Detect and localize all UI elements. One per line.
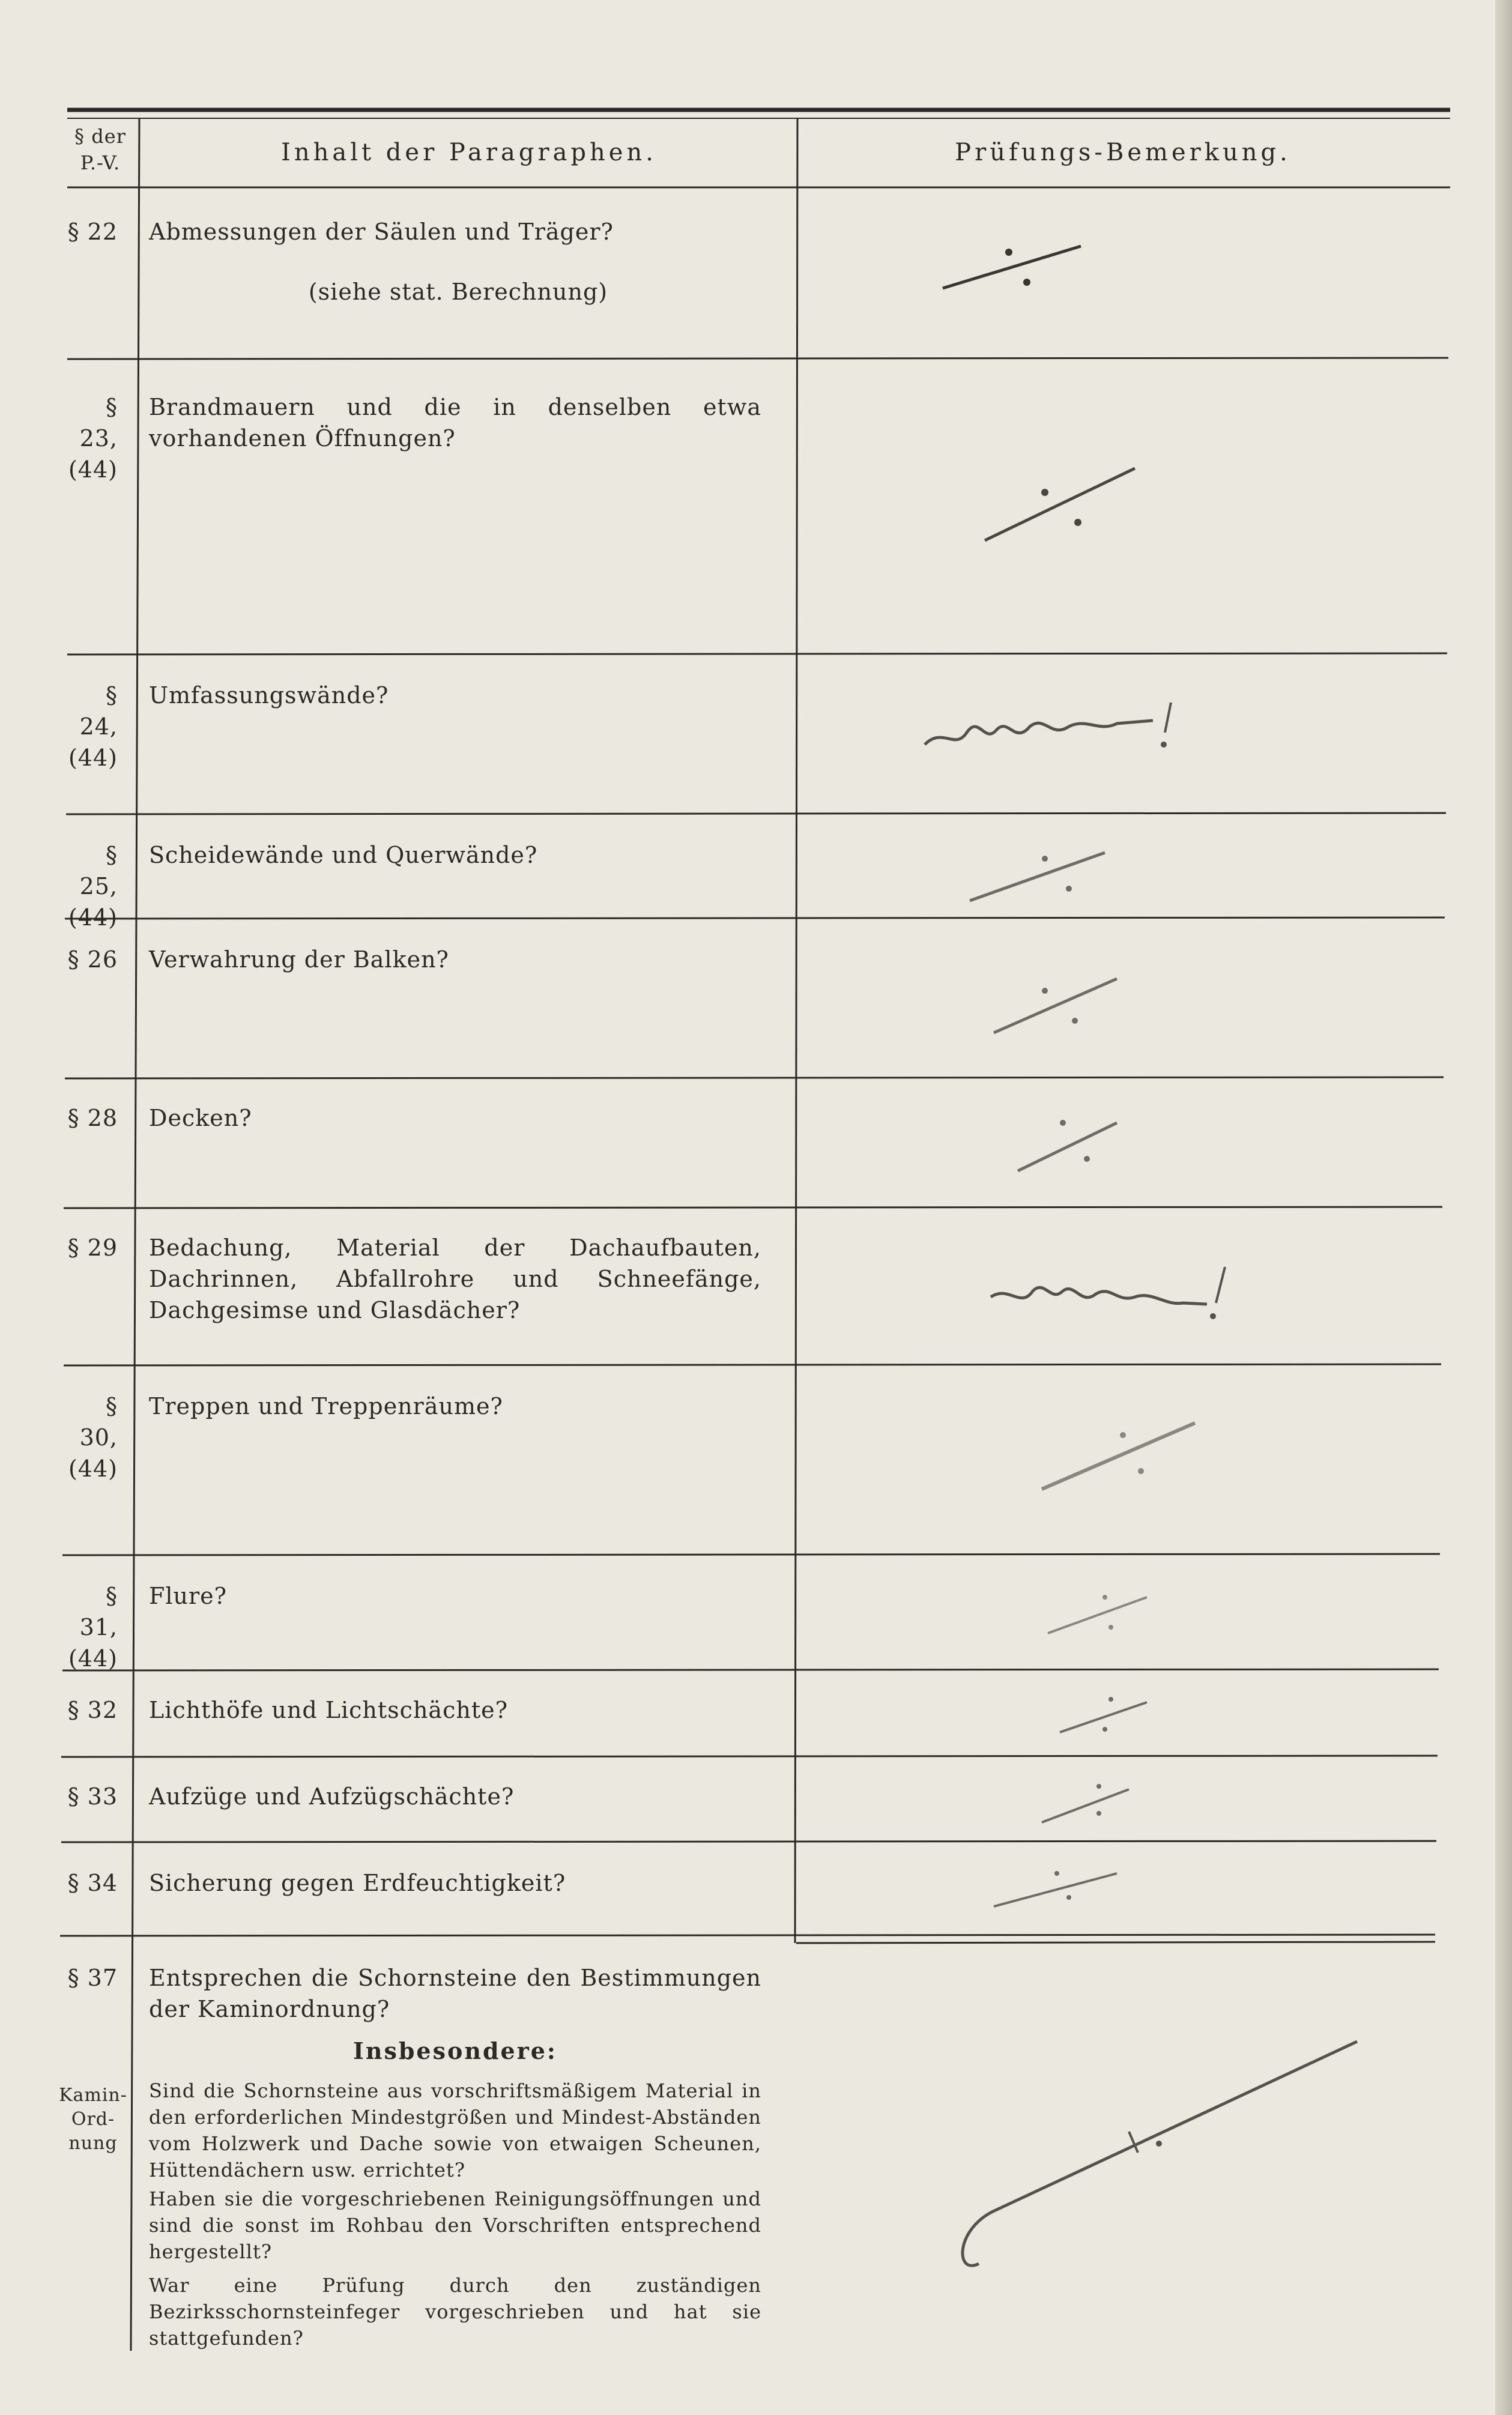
row-32-text: Lichthöfe und Lichtschächte? [149,1697,508,1723]
row-32-paragraph: § 32 [67,1697,118,1723]
remark-22-mark [931,228,1111,312]
row-29-text: Bedachung, Material der Dachaufbauten, Dachrinnen, Abfallrohre und Schneefänge, Dachgesimse und Glasdächer? [149,1235,761,1323]
remark-28-mark [1009,1111,1129,1183]
row-26-text: Verwahrung der Balken? [149,946,449,973]
row-37-heading: Insbesondere: [353,2037,557,2064]
remark-37-mark [943,2030,1375,2282]
row-28-text: Decken? [149,1105,252,1131]
remark-24-mark [919,691,1183,757]
row-23-paragraph: § 23, (44) [68,394,118,483]
page-edge [1495,0,1512,2415]
remark-32-mark [1051,1687,1159,1747]
row-37-question-2: Haben sie die vorgeschriebenen Reinigungsöffnungen und sind die sonst im Rohbau den Vorschriften entsprechend hergestellt? [149,2187,761,2263]
row-34-text: Sicherung gegen Erdfeuchtigkeit? [149,1870,566,1896]
row-37-paragraph: § 37 [67,1965,118,1991]
row-24-text: Umfassungswände? [149,682,389,709]
remark-34-mark [985,1861,1129,1915]
remark-26-mark [985,967,1129,1045]
row-22-subtext: (siehe stat. Berechnung) [308,279,608,305]
row-22-text: Abmessungen der Säulen und Träger? [149,219,614,245]
header-remark-column: Prüfungs-Bemerkung. [955,139,1291,166]
remark-31-mark [1039,1585,1159,1645]
row-26-paragraph: § 26 [67,946,118,973]
row-25-text: Scheidewände und Querwände? [149,842,538,868]
row-37-question-3: War eine Prüfung durch den zuständigen Bezirksschornsteinfeger vorgeschrieben und hat sie stattgefunden? [149,2274,761,2350]
remark-23-mark [973,456,1153,552]
row-28-paragraph: § 28 [67,1105,118,1131]
row-24-paragraph: § 24, (44) [68,682,118,771]
row-23-text: Brandmauern und die in denselben etwa vorhandenen Öffnungen? [149,394,761,452]
row-22-paragraph: § 22 [67,219,118,245]
header-content-column: Inhalt der Paragraphen. [281,139,657,166]
row-30-paragraph: § 30, (44) [68,1393,118,1482]
row-31-paragraph: § 31, (44) [68,1583,118,1672]
row-25-paragraph: § 25, (44) [68,842,118,931]
row-34-paragraph: § 34 [67,1870,118,1896]
row-29-paragraph: § 29 [67,1235,118,1261]
row-37-text: Entsprechen die Schornsteine den Bestimmungen der Kaminordnung? [149,1965,761,2022]
row-31-text: Flure? [149,1583,228,1609]
row-33-paragraph: § 33 [67,1783,118,1810]
row-33-text: Aufzüge und Aufzügschächte? [149,1783,515,1810]
row-37-side-label: Kamin- Ord- nung [59,2085,127,2154]
remark-29-mark [985,1261,1237,1327]
remark-33-mark [1033,1777,1141,1831]
row-37-question-1: Sind die Schornsteine aus vorschriftsmäßigem Material in den erforderlichen Mindestgrößen und Mindest-Abständen vom Holzwerk und Dache sowie von etwaigen Scheunen, Hüttendächern usw. errichtet? [149,2079,761,2181]
remark-30-mark [1033,1411,1207,1501]
header-paragraph-column: § der P.-V. [74,125,126,174]
remark-25-mark [961,841,1117,913]
row-30-text: Treppen und Treppenräume? [149,1393,503,1419]
